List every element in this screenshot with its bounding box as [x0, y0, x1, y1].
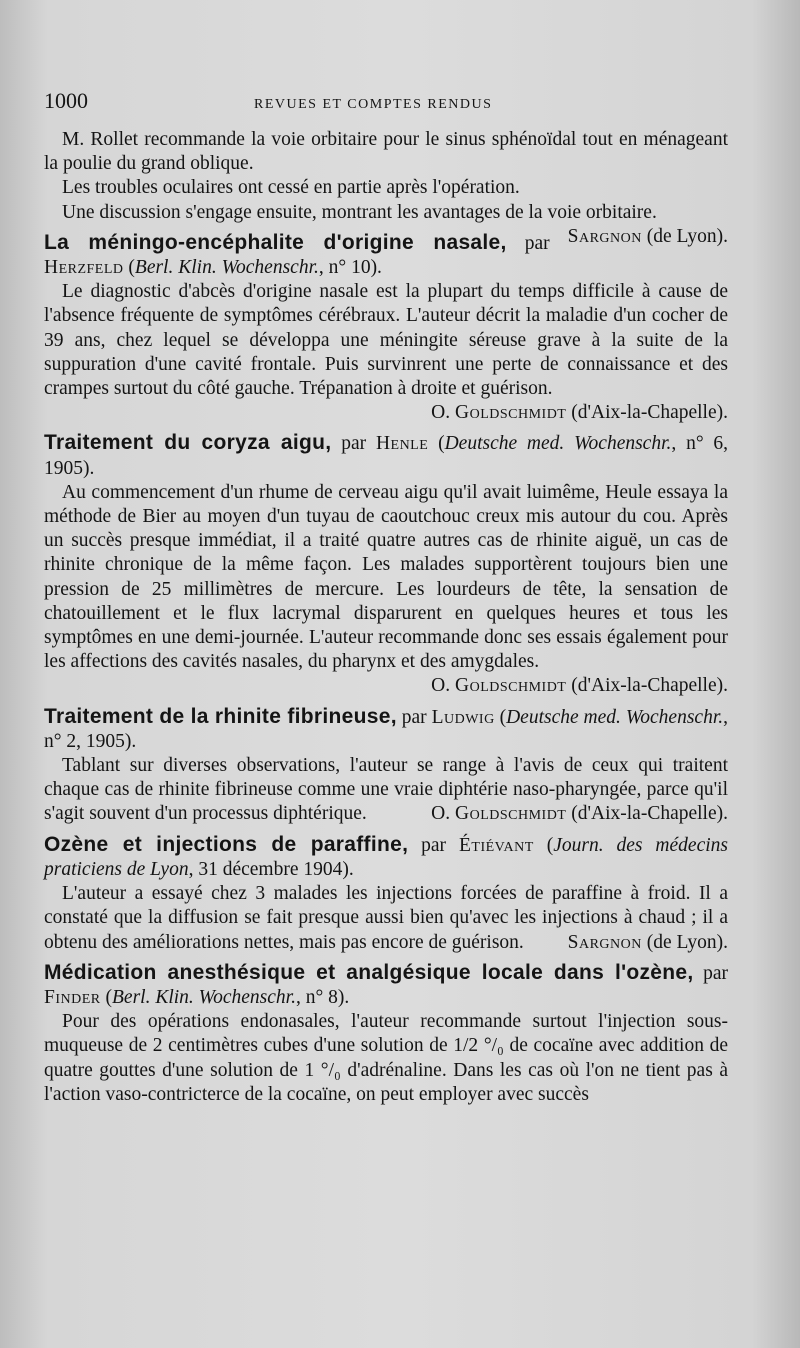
article-reference-open: (	[499, 706, 507, 728]
signature-name: Goldschmidt	[455, 675, 567, 697]
article-reference-journal: Deutsche med. Wochenschr.	[444, 433, 672, 455]
article-by: par	[703, 962, 729, 984]
signature-place: (d'Aix-la-Chapelle).	[571, 402, 728, 424]
article-author: Herzfeld	[44, 257, 124, 279]
signature-initial: O.	[431, 402, 451, 424]
article-body-text: Tablant sur diverses observations, l'auteur se range à l'avis de ceux qui traitent chaque cas de rhinite fibrineuse comme une vraie diphtérie naso-pharyngée, parce qu'il s'agit souvent d'un processus diphtérique.	[44, 755, 728, 825]
intro-paragraph-2: Les troubles oculaires ont cessé en partie après l'opération.	[62, 177, 520, 199]
running-head	[44, 88, 728, 118]
signature-place: (de Lyon).	[646, 931, 728, 953]
article-author: Henle	[375, 433, 429, 455]
signature-place: (d'Aix-la-Chapelle).	[571, 803, 728, 825]
article-reference-rest: , n° 6, 1905).	[44, 433, 729, 479]
article-title: Traitement de la rhinite fibrineuse,	[44, 704, 397, 728]
article-reference-open: (	[546, 834, 554, 856]
signature-name: Goldschmidt	[455, 402, 567, 424]
article-heading	[44, 833, 728, 882]
article-heading	[44, 961, 728, 1010]
article	[44, 961, 728, 1107]
article-author: Étiévant	[459, 834, 534, 856]
article-by: par	[421, 834, 447, 856]
article-reference-journal: Berl. Klin. Wochenschr.	[112, 986, 296, 1008]
article-body: Pour des opérations endonasales, l'auteur recommande surtout l'injection sous-muqueuse de 2 centimètres cubes d'une solution de 1/2 °/₀ de cocaïne avec addition de quatre gouttes d'une solution de 1 °/₀ d'adrénaline. Dans les cas où l'on ne tient pas à l'action vaso-contricterce de la cocaïne, on peut employer avec succès	[44, 1011, 728, 1105]
page-content	[44, 88, 728, 1107]
article-title: La méningo-encéphalite d'origine nasale,	[44, 230, 507, 254]
signature-initial: O.	[431, 803, 451, 825]
page-number: 1000	[44, 88, 88, 113]
signature	[413, 802, 728, 826]
article-reference-open: (	[105, 986, 112, 1008]
article-by: par	[524, 232, 550, 254]
intro-paragraph-1: M. Rollet recommande la voie orbitaire pour le sinus sphénoïdal tout en ménageant la poulie du grand oblique.	[44, 129, 728, 175]
article-reference-open: (	[128, 257, 135, 279]
article-body	[44, 754, 728, 827]
article	[44, 705, 728, 827]
signature-name: Goldschmidt	[455, 803, 567, 825]
article-reference-journal: Journ. des médecins praticiens de Lyon	[44, 834, 728, 880]
signature-name: Sargnon	[567, 225, 642, 247]
signature-name: Sargnon	[567, 931, 642, 953]
article-reference-rest: , n° 10).	[318, 257, 382, 279]
signature-initial: O.	[431, 675, 451, 697]
running-title: REVUES ET COMPTES RENDUS	[254, 97, 493, 112]
signature-place: (de Lyon).	[646, 225, 728, 247]
article-reference-journal: Berl. Klin. Wochenschr.	[134, 257, 319, 279]
article-title: Médication anesthésique et analgésique locale dans l'ozène,	[44, 960, 694, 984]
article-reference-open: (	[438, 433, 445, 455]
article-body-text: L'auteur a essayé chez 3 malades les injections forcées de paraffine à froid. Il a constaté que la diffusion se fait presque aussi bien qu'avec les injections à chaud ; il a obtenu des améliorations nettes, mais pas encore de guérison.	[44, 883, 728, 953]
article	[44, 231, 728, 426]
signature	[44, 674, 728, 698]
intro-paragraph-3-text: Une discussion s'engage ensuite, montrant les avantages de la voie orbitaire.	[62, 201, 657, 223]
article-body: Au commencement d'un rhume de cerveau aigu qu'il avait luimême, Heule essaya la méthode de Bier au moyen d'un tuyau de caoutchouc creux mis autour du cou. Après un succès presque immédiat, il a traité quatre autres cas de rhinite aiguë, un cas de rhinite chronique de la même façon. Les malades supportèrent toujours bien une pression de 25 millimètres de mercure. Les lourdeurs de tête, la sensation de chatouillement et le flux lacrymal disparurent en quelques heures et tous les symptômes en une demi-journée. L'auteur recommande donc ses essais également pour les affections des cavités nasales, du pharynx et des amygdales.	[44, 481, 728, 673]
article-body: Le diagnostic d'abcès d'origine nasale est la plupart du temps difficile à cause de l'absence fréquente de symptômes cérébraux. L'auteur décrit la maladie d'un cocher de 39 ans, chez lequel se développa une méningite séreuse grave à la suite de la suppuration d'une cavité frontale. Puis survinrent une perte de connaissance et des crampes surtout du côté gauche. Trépanation à droite et guérison.	[44, 281, 728, 400]
article-heading	[44, 431, 728, 480]
article-reference-journal: Deutsche med. Wochenschr.	[506, 706, 724, 728]
article	[44, 431, 728, 698]
signature-place: (d'Aix-la-Chapelle).	[571, 675, 728, 697]
article-reference-rest: , 31 décembre 1904).	[188, 858, 354, 880]
article-title: Traitement du coryza aigu,	[44, 431, 332, 455]
article	[44, 833, 728, 955]
article-author: Ludwig	[431, 706, 495, 728]
signature	[44, 401, 728, 425]
article-by: par	[341, 433, 367, 455]
signature	[550, 225, 728, 249]
article-heading	[44, 705, 728, 754]
article-by: par	[401, 706, 427, 728]
article-reference-rest: , n° 8).	[295, 986, 350, 1008]
article-author: Finder	[44, 986, 101, 1008]
article-body	[44, 882, 728, 955]
article-reference-rest: , n° 2, 1905).	[44, 706, 729, 752]
signature	[550, 931, 728, 955]
article-title: Ozène et injections de paraffine,	[44, 832, 409, 856]
